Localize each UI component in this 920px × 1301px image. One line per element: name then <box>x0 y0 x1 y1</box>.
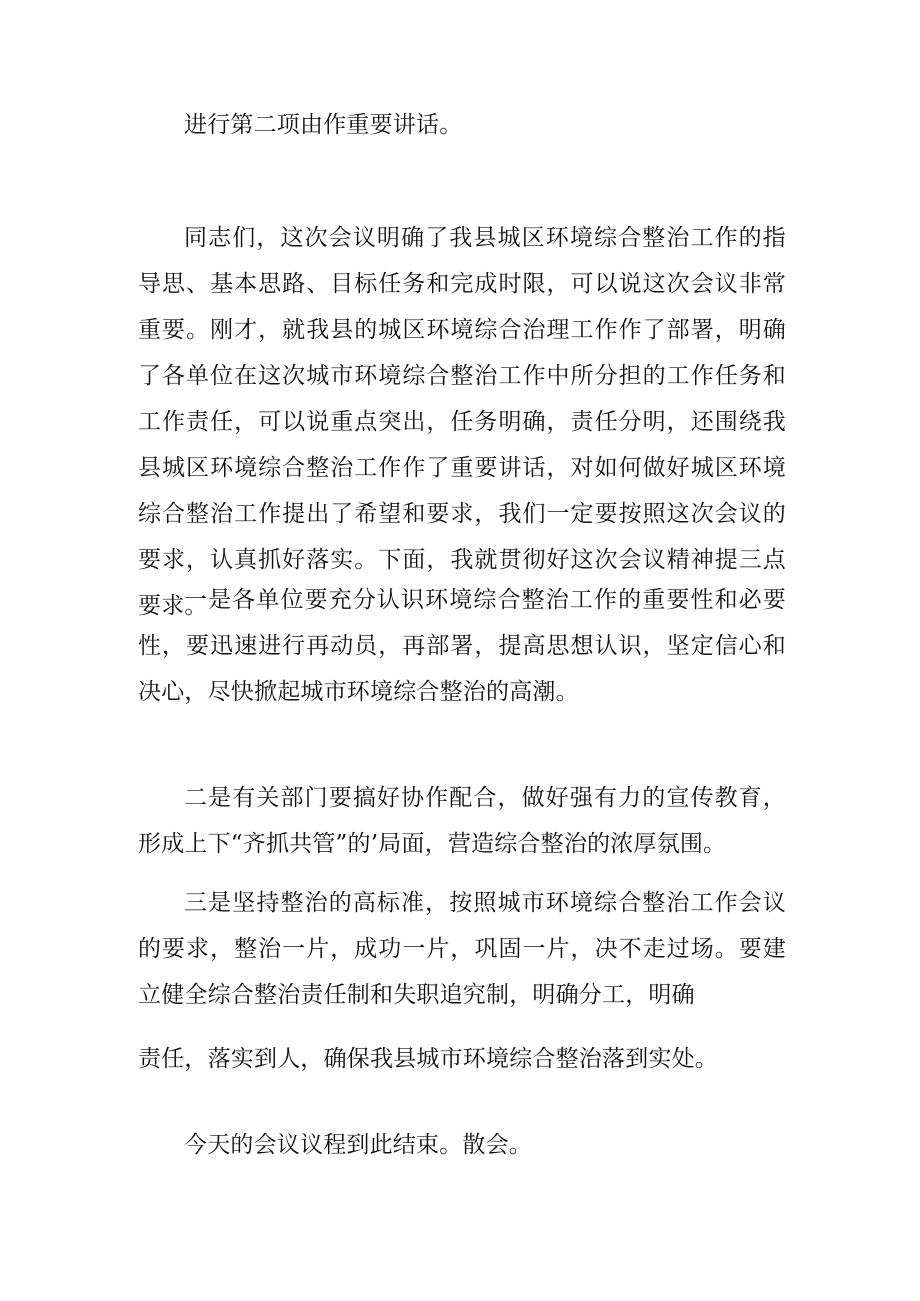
paragraph-requirement-one: 一是各单位要充分认识环境综合整治工作的重要性和必要性，要迅速进行再动员，再部署，提高思想认识，坚定信心和决心，尽快掀起城市环境综合整治的高潮。 <box>138 587 786 705</box>
paragraph-requirement-two: 二是有关部门要搞好协作配合，做好强有力的宣传教育，形成上下“齐抓共管”的’局面，营造综合整治的浓厚氛围。 <box>138 785 786 857</box>
paragraph-speech-intro: 同志们，这次会议明确了我县城区环境综合整治工作的指导思、基本思路、目标任务和完成时限，可以说这次会议非常重要。刚才，就我县的城区环境综合治理工作作了部署，明确了各单位在这次城市环境综合整治工作中所分担的工作任务和工作责任，可以说重点突出，任务明确，责任分明，还围绕我县城区环境综合整治工作作了重要讲话，对如何做好城区环境综合整治工作提出了希望和要求，我们一定要按照这次会议的要求，认真抓好落实。下面，我就贯彻好这次会议精神提三点要求。 <box>138 225 786 619</box>
paragraph-closing: 今天的会议议程到此结束。散会。 <box>184 1132 532 1158</box>
paragraph-agenda-item: 进行第二项由作重要讲话。 <box>184 112 463 138</box>
paragraph-requirement-three: 三是坚持整治的高标准，按照城市环境综合整治工作会议的要求，整治一片，成功一片，巩固一片，决不走过场。要建立健全综合整治责任制和失职追究制，明确分工，明确 <box>138 890 786 1008</box>
paragraph-requirement-three-continued: 责任，落实到人，确保我县城市环境综合整治落到实处。 <box>138 1046 718 1072</box>
